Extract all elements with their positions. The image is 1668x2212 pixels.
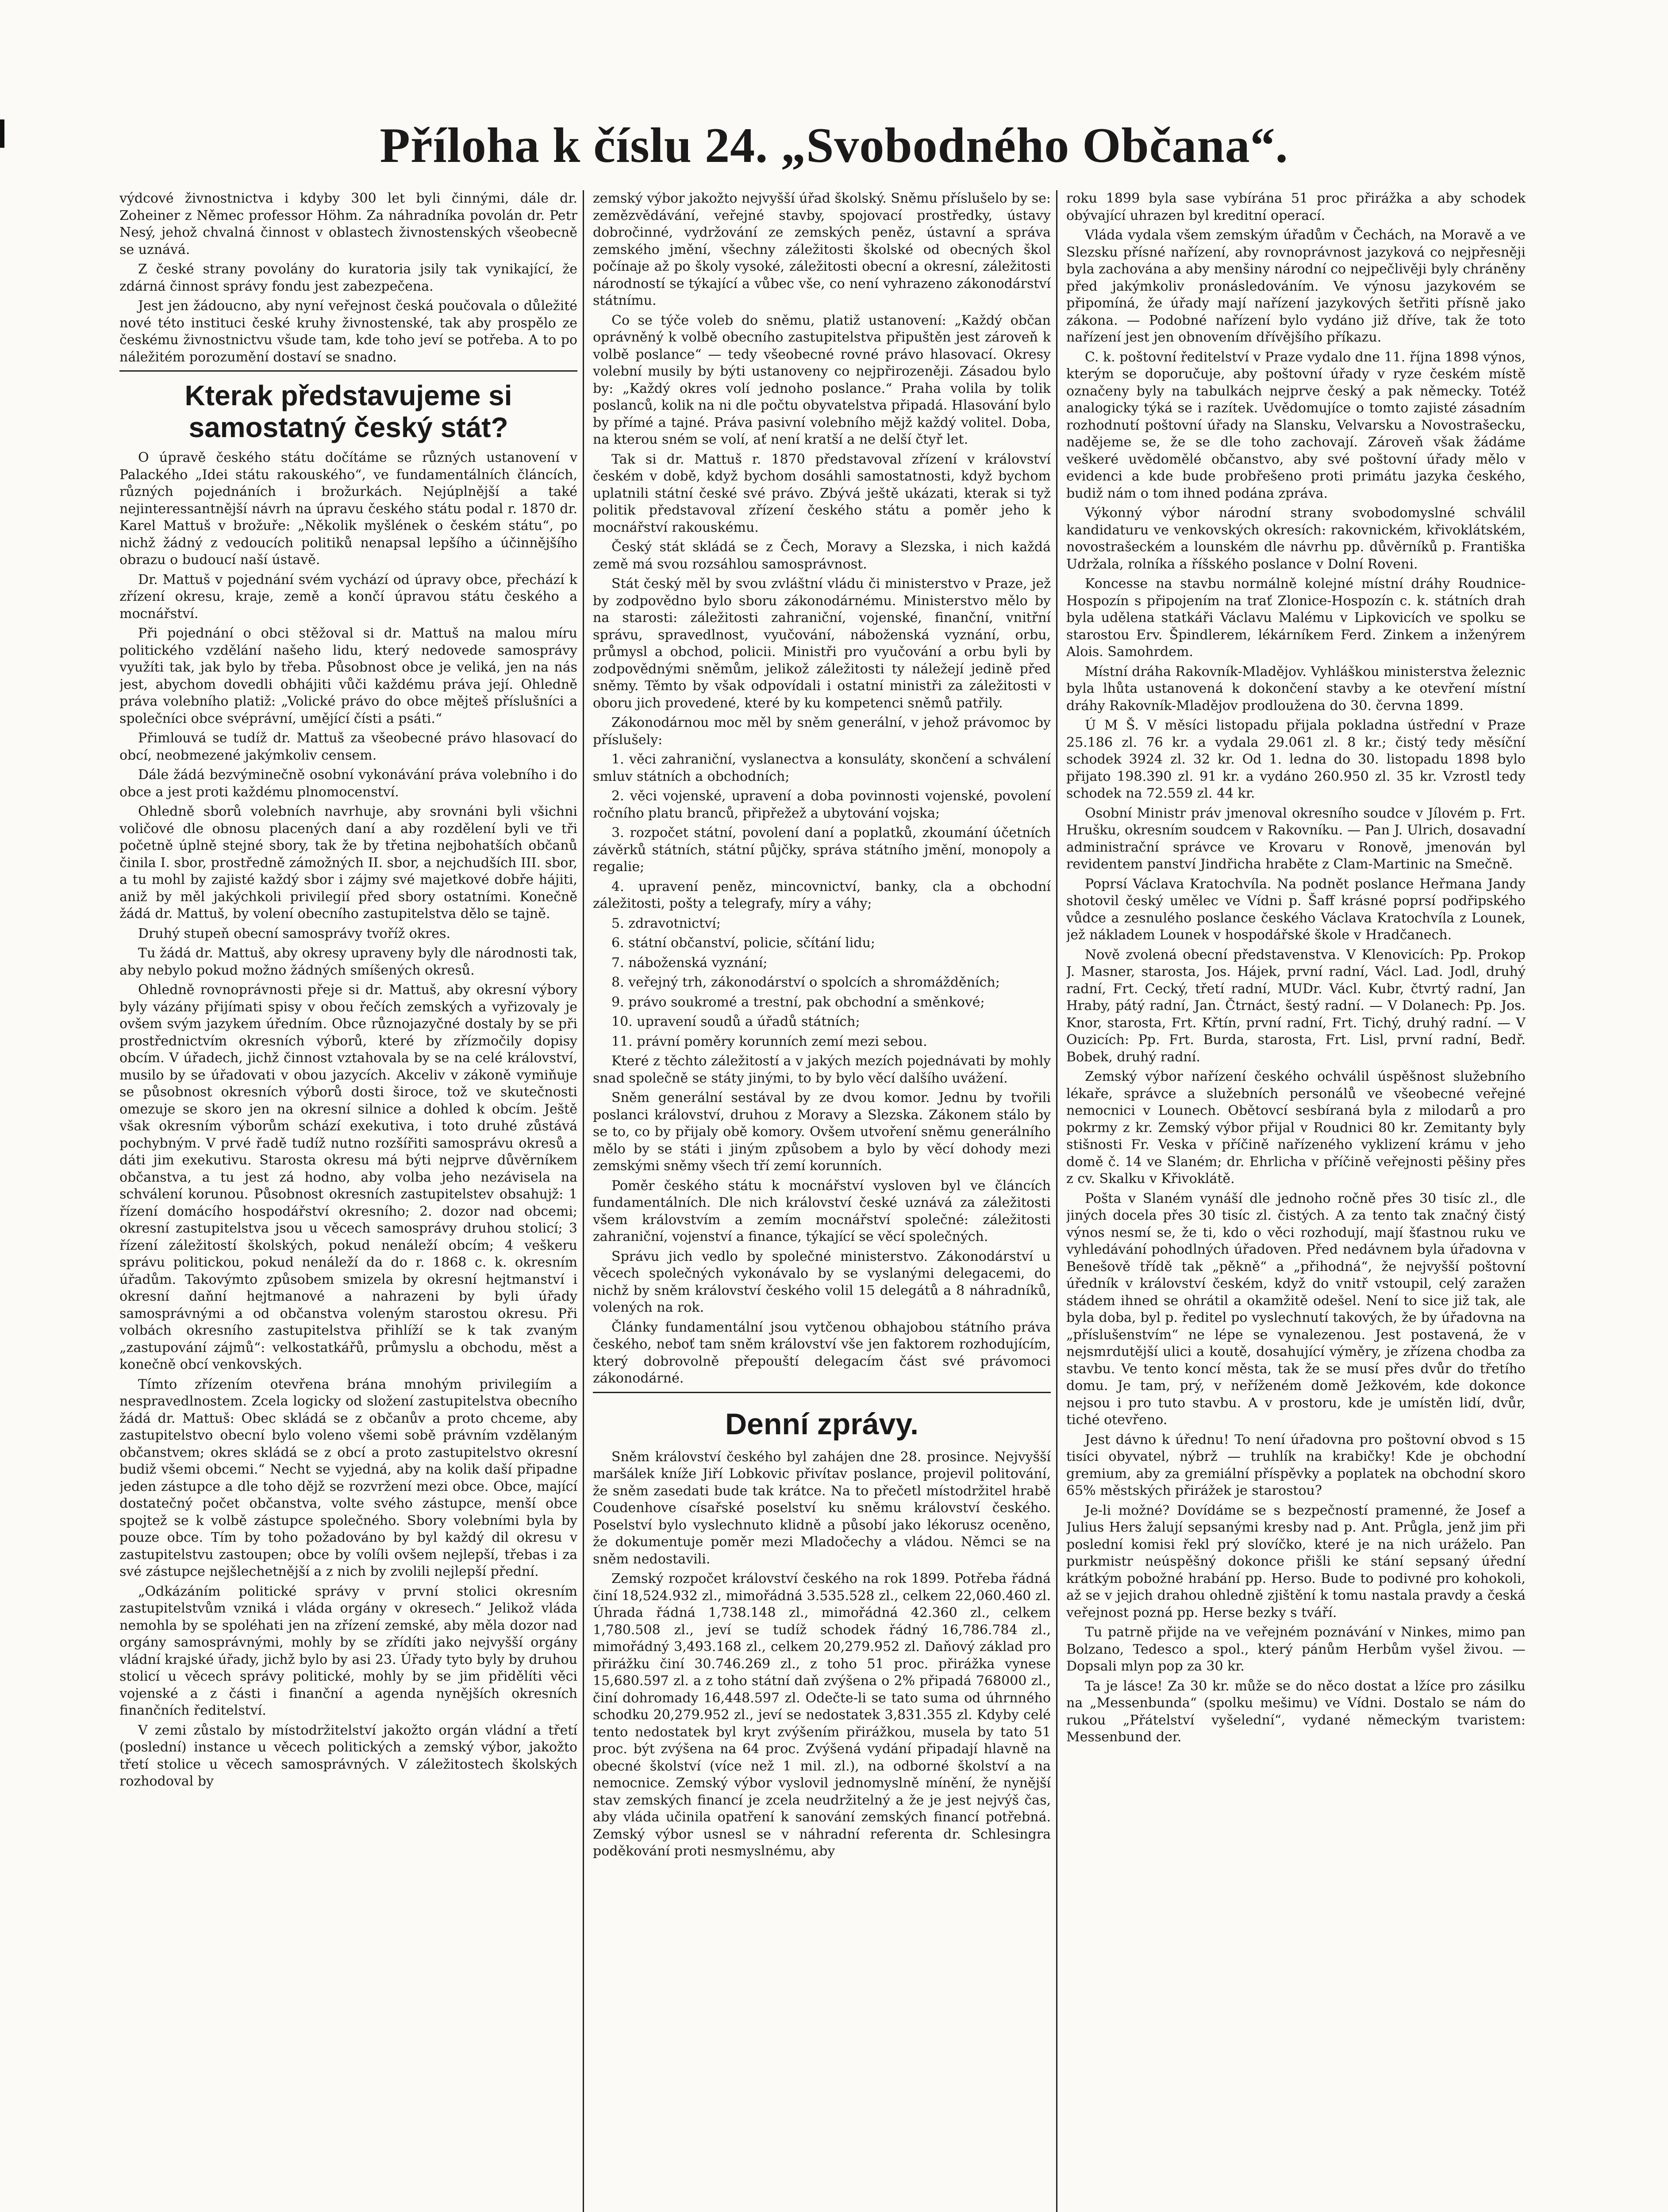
news-item: Tu patrně přijde na ve veřejném poznávání v Ninkes, mimo pan Bolzano, Tedesco a spol., který pánům Herbům vyšel živou. — Dopsali mlyn pop za 30 kr. <box>1066 1624 1526 1674</box>
article-paragraph: Druhý stupeň obecní samosprávy tvoříž okres. <box>138 926 451 941</box>
article-paragraph: zemský výbor jakožto nejvyšší úřad školský. Sněmu příslušelo by se: zemězvědávání, veřejné stavby, spojovací prostředky, ústavy dobročinné, vydržování ze zemských peněz, ústavní a správa zemského jmění, všechny záležitosti školské od obecných škol počínaje až po školy vysoké, záležitosti obecní a okresní, záležitosti národností se týkající a vůbec vše, co není vyhrazeno zákonodárství státnímu. <box>593 191 1051 308</box>
news-item: Jest dávno k úřednu! To není úřadovna pro poštovní obvod s 15 tisíci obyvatel, nýbrž — truhlík na krabičky! Kde je obchodní gremium, aby za gremiální příspěvky a poplatek na obchodní skoro 65% městských přirážek je starostou? <box>1066 1432 1526 1498</box>
article-paragraph: Tímto zřízením otevřena brána mnohým privilegiím a nespravedlnostem. Zcela logicky od složení zastupitelstva obecního žádá dr. Mattuš: Obec skládá se z občanův a proto chceme, aby zastupitelstvo obecní bylo voleno všemi sobě právním vzdělaným občanstvem; okres skládá se z obcí a proto zastupitelstvo okresní budiž všemi obcemi.“ Necht se vyjedná, aby na kolik daší připadne jeden zástupce a dle toho dějž se rozvržení mezi obce. Obce, mající dostatečný počet občanstva, volte svého zástupce, menší obce spojtež se k volbě zástupce společného. Sbory volebními byla by pouze obce. Tím by toho požadováno by byl každý dil okresu v zastupitelstvu zastoupen; obce by volíli ovšem nejlepší, třebas i za své zástupce nejšlechetnější a z nich by zvolili nejlepší přední. <box>119 1376 577 1579</box>
list-item: 7. náboženská vyznání; <box>611 955 768 971</box>
column-1 <box>119 190 584 2212</box>
news-item: Poprsí Václava Kratochvíla. Na podnět poslance Heřmana Jandy shotovil český umělec ve Vídni p. Šaff krásné poprsí podřipského vůdce a zesnulého poslance českého Václava Kratochvíla z Lounek, jež nákladem Lounek v hospodářské škole v Hradčanech. <box>1066 876 1526 943</box>
article-paragraph: Při pojednání o obci stěžoval si dr. Mattuš na malou míru politického vzdělání našeho lidu, který nedovede samosprávy využíti tak, jak bylo by třeba. Působnost obce je veliká, jen na nás jest, abychom dovedli obhájiti vůči každému práva její. Ohledně práva volebního platiž: „Volické právo do obce mějteš příslušníci a společníci obce svéprávní, umějící čísti a psáti.“ <box>119 626 577 726</box>
text-columns <box>119 190 1531 2212</box>
article-paragraph: Které z těchto záležitostí a v jakých mezích pojednávati by mohly snad společně se státy jinými, to by bylo věcí dalšího uvážení. <box>593 1053 1051 1086</box>
list-item: 10. upravení soudů a úřadů státních; <box>611 1014 860 1029</box>
list-item: 1. věci zahraniční, vyslanectva a konsuláty, skončení a schválení smluv státních a obchodních; <box>593 752 1051 784</box>
article-paragraph: V zemi zůstalo by místodržitelství jakožto orgán vládní a třetí (poslední) instance u věcech politických a zemský výbor, jakožto třetí stolice u věcech samosprávných. V záležitostech školských rozhodoval by <box>119 1722 577 1789</box>
article-paragraph: Dr. Mattuš v pojednání svém vychází od úpravy obce, přechází k zřízení okresu, kraje, země a končí úpravou státu českého a mocnářství. <box>119 572 577 622</box>
news-item: Nově zvolená obecní představenstva. V Klenovicích: Pp. Prokop J. Masner, starosta, Jos. Hájek, první radní, Václ. Lad. Jodl, druhý radní, Frt. Cecký, třetí radní, MUDr. Václ. Kubr, čtvrtý radní, Jan Hraby, pátý radní, Jan. Čtrnáct, šestý radní. — V Dolanech: Pp. Jos. Knor, starosta, Frt. Křtín, první radní, Frt. Tichý, druhý radní. — V Ouzicích: Pp. Frt. Burda, starosta, Frt. Lisl, první radní, Bedř. Bobek, druhý radní. <box>1066 947 1526 1065</box>
article-paragraph: Z české strany povolány do kuratoria jsily tak vynikající, že zdárná činnost správy fondu jest zabezpečena. <box>119 261 577 294</box>
section-headline: Denní zprávy. <box>725 1407 919 1441</box>
article-paragraph: Poměr českého státu k mocnářství vysloven byl ve článcích fundamentálních. Dle nich království české uznává za záležitosti všem královstvím a zemím mocnářství společné: záležitosti zahraniční, vojenství a finance, týkající se věcí společných. <box>593 1178 1051 1244</box>
news-item: Vláda vydala všem zemským úřadům v Čechách, na Moravě a ve Slezsku přísné nařízení, aby rovnoprávnost jazyková co nejpřesněji byla zachována a aby menšiny národní co nejpečlivěji byly chráněny před jakýmkoliv pronásledováním. Ve výnosu jazykovém se připomíná, že úřady mají nařízení jazykových šetřiti přísně jako zákona. — Podobné nařízení bylo vydáno již dříve, tak že toto nařízení jest jen obnovením dřívějšího příkazu. <box>1066 227 1526 345</box>
list-item: 6. státní občanství, policie, sčítání lidu; <box>611 935 876 951</box>
news-item: Je-li možné? Dovídáme se s bezpečností pramenné, že Josef a Julius Hers žalují sepsanými kresby nad p. Ant. Průgla, jenž jim při poslední komisi řekl prý slovíčko, které je na nich uráželo. Pan purkmistr neúspěšný dokonce přišli ke stání sepsaný úřední krátkým pobožné hrabání pp. Herso. Bude to podivné pro kohokoli, až se v jejich drahou ohledně zjištění k tomu nastala pravdy a česká veřejnost pozná pp. Herse bezky s tváří. <box>1066 1502 1526 1621</box>
list-item: 3. rozpočet státní, povolení daní a poplatků, zkoumání účetních závěrků státních, státní půjčky, správa státního jmění, monopoly a regalie; <box>593 825 1051 875</box>
article-paragraph: Tak si dr. Mattuš r. 1870 představoval zřízení v království českém v době, když bychom dosáhli samostatnosti, když bychom uplatnili státní české své právo. Zbývá ještě ukázati, kterak si tyž politik představoval zřízení českého státu a poměr jeho k mocnářství rakouskému. <box>593 451 1051 535</box>
news-item: Ú M Š. V měsíci listopadu přijala pokladna ústřední v Praze 25.186 zl. 76 kr. a vydala 29.061 zl. 8 kr.; čistý tedy měsíční schodek 3924 zl. 32 kr. Od 1. ledna do 30. listopadu 1898 bylo přijato 198.390 zl. 91 kr. a vydáno 260.950 zl. 35 kr. Vzrostl tedy schodek na 72.559 zl. 44 kr. <box>1066 718 1526 801</box>
article-paragraph: Ohledně sborů volebních navrhuje, aby srovnáni byli všichni voličové dle obnosu placených daní a aby rozdělení byli ve tři početně úplně stejné sbory, tak že by třetina nejbohatších občanů činila I. sbor, prostředně zámožných II. sbor, a nejchudších III. sbor, a tu mohl by zajisté každý sbor i zájmy své majetkové dobře hájiti, aniž by měl jakýchkoli privilegií před sbory ostatními. Konečně žádá dr. Mattuš, by volení obecního zastupitelstva dělo se tajně. <box>119 804 577 922</box>
section-divider <box>593 1392 1051 1393</box>
list-item: 11. právní poměry korunních zemí mezi sebou. <box>611 1033 927 1049</box>
list-item: 5. zdravotnictví; <box>611 915 721 931</box>
article-paragraph: „Odkázáním politické správy v první stolici okresním zastupitelstvům vzniká i vláda orgány v okresech.“ Jelikož vláda nemohla by se spoléhati jen na zřízení zemské, aby měla dozor nad orgány samosprávnými, mohly by se zřídíti jako nejvyšší orgány vládní krajské úřady, jichž bylo by asi 23. Úřady tyto byly by druhou stolicí u věcech správy politické, mohly by se jim přidělíti věci vojenské a z části i finanční a agenda nynějších okresních finančních ředitelství. <box>119 1583 577 1718</box>
section-divider <box>119 370 577 372</box>
article-paragraph: Co se týče voleb do sněmu, platiž ustanovení: „Každý občan oprávněný k volbě obecního zastupitelstva připuštěn jest zároveň k volbě poslance“ — tedy všeobecné rovné právo hlasovací. Okresy volební musily by býti ustanoveny co nejpřirozeněji. Zásadou bylo by: „Každý okres volí jednoho poslance.“ Praha volila by tolik poslanců, kolik na ni dle počtu obyvatelstva připadá. Hlasování bylo by přímé a tajné. Práva pasivní volebního mějž každý volitel. Doba, na kterou sném se volí, ať není kratší a ne delší čtyř let. <box>593 312 1051 447</box>
news-item: Místní dráha Rakovník-Mladějov. Vyhláškou ministerstva železnic byla lhůta ustanovená k dokončení stavby a ke otevření místní dráhy Rakovník-Mladějov prodloužena do 30. června 1899. <box>1066 664 1526 714</box>
column-3 <box>1066 190 1531 2212</box>
masthead-title: Příloha k číslu 24. „Svobodného Občana“. <box>380 118 1288 173</box>
article-paragraph: Stát český měl by svou zvláštní vládu či ministerstvo v Praze, jež by zodpovědno bylo sboru zákonodárnému. Ministerstvo mělo by na starosti: záležitosti zahraniční, vojenské, finanční, vnitřní správu, spravedlnost, vyučování, náboženská vyznání, orbu, průmysl a obchod, policii. Ministři pro vyučování a orbu byli by zodpovědnými sněmům, jelikož záležitosti ty náležejí jedině před sněmy. Těmto by však odpovídali i ostatní ministři za záležitosti v oboru jich provedené, které by ku kompetenci sněmů patřily. <box>593 576 1051 711</box>
article-paragraph: Tu žádá dr. Mattuš, aby okresy upraveny byly dle národnosti tak, aby nebylo pokud možno žádných smíšených okresů. <box>119 945 577 978</box>
article-paragraph: Dále žádá bezvýminečně osobní vykonávání práva volebního i do obce a jest proti každému plnomocenství. <box>119 767 577 800</box>
list-item: 8. veřejný trh, zákonodárství o spolcích a shromážděních; <box>611 975 1000 990</box>
news-item: Koncesse na stavbu normálně kolejné místní dráhy Roudnice-Hospozín s připojením na trať Zlonice-Hospozín c. k. státních drah byla udělena statkáři Václavu Malému v Lipkovicích ve spolku se starostou Erv. Špindlerem, lékárníkem Ferd. Zinkem a inženýrem Alois. Samohrdem. <box>1066 576 1526 660</box>
news-item: Osobní Ministr práv jmenoval okresního soudce v Jílovém p. Frt. Hrušku, okresním soudcem v Rakovníku. — Pan J. Ulrich, dosavadní administrační správce ve Krovaru v Ronově, jmenován byl revidentem panství Jindřicha hraběte z Clam-Martinic na Smečně. <box>1066 805 1526 872</box>
article-paragraph: O úpravě českého státu dočítáme se různých ustanovení v Palackého „Idei státu rakouského“, ve fundamentálních článcích, různých pojednáních i brožurkách. Nejúplnější a také nejinteressantnější návrh na úpravu českého státu podal r. 1870 dr. Karel Mattuš v brožuře: „Několik myšlének o českém státu“, po nichž žádný z vedoucích politiků nenapsal lepšího a účinnějšího obrazu o budoucí naší ústavě. <box>119 450 577 568</box>
news-item: Výkonný výbor národní strany svobodomyslné schválil kandidaturu ve venkovských okresích: rakovnickém, křivoklátském, novostrašeckém a lounském dle návrhu pp. důvěrníků p. Františka Udržala, rolníka a říšského poslance v Dolní Roveni. <box>1066 505 1526 572</box>
article-paragraph: Zákonodárnou moc měl by sněm generální, v jehož právomoc by příslušely: <box>593 715 1051 748</box>
article-headline: Kterak představujeme si samostatný český stát? <box>184 380 512 443</box>
article-paragraph: Přimlouvá se tudíž dr. Mattuš za všeobecné právo hlasovací do obcí, neobmezené jakýmkoliv censem. <box>119 730 577 763</box>
article-paragraph: Ohledně rovnoprávnosti přeje si dr. Mattuš, aby okresní výbory byly vázány přijímati spisy v obou řečích zemských a vyřizovaly je ovšem svým jazykem úředním. Obce různojazyčné dostaly by se při prostřednictvím okresních výborů, které by zřízmočily dopisy obcím. V úřadech, jichž činnost vztahovala by se na celé království, musilo by se úřadovati v obou jazycích. Akceliv v zákoně vymiňuje se působnost okresních výborů dosti široce, tož ve skutečnosti omezuje se skoro jen na okresní silnice a dohled k obcím. Ještě však okresním výborům schází exekutiva, i toto druhé zůstává pochybným. V prvé řadě tudíž nutno rozšířiti samosprávu okresů a dáti jim exekutivu. Starosta okresu má býti nejprve důvěrníkem občanstva, a tu jest zá hodno, aby volba jeho nezávisela na schválení korunou. Působnost okresních zastupitelstev obsahujž: 1 řízení domácího hospodářství okresního; 2. dozor nad obcemi; okresní zastupitelstva jsou u věcech samosprávy druhou stolicí; 3 řízení záležitostí školských, pokud nenáleží obcím; 4 veškeru správu politickou, pokud nenáleží da do r. 1868 c. k. okresním úřadům. Takovýmto způsobem smizela by okresní hejtmanství i okresní daňní hejtmanové a nahrazeni by byli úřady samosprávnými a od občanstva voleným starostou okresu. Při volbách okresního zastupitelstva přihlíží se k tak zvaným „zastupování zájmů“: velkostatkářů, průmyslu a obchodu, měst a konečně obcí venkovských. <box>119 982 577 1372</box>
article-paragraph: Jest jen žádoucno, aby nyní veřejnost česká poučovala o důležité nové této instituci české kruhy živnostenské, tak aby prospělo ze českému živnostnictvu všude tam, kde toho jeví se potřeba. A to po náležitém porozumění dostaví se snadno. <box>119 298 577 365</box>
news-item: Pošta v Slaném vynáší dle jednoho ročně přes 30 tisíc zl., dle jiných docela přes 30 tisíc zl. čistých. A za tento tak značný čistý výnos nesmí se, že ti, kdo o věci rozhodují, mají šťastnou ruku ve vyhledávání pohodlných úřadoven. Před nedávnem byla úřadovna v Benešově třídě tak „pěkně“ a „přihodná“, že nejvyšší poštovní úředník v království českém, když do vnitř vstoupil, celý zaražen stádem ihned se ohrátil a okamžitě odešel. Není to sice již tak, ale byla doba, byl p. ředitel po vyslechnutí takových, že by úřadovna na „příslušenstvím“ ne lépe se vynalezenou. Jest postavená, že v nejsmrdutější ulici a koutě, dosahující výměry, je zřízena chodba za stavbu. Ve tento koncí města, tak že se musí přes dvůr do třetího domu. Je tam, prý, v neříženém domě Ježkovém, kde dokonce nejsou i pro tuto stavbu. A v prostoru, kde je umístěn lidí, dvůr, tiché otevřeno. <box>1066 1190 1526 1428</box>
article-paragraph: Český stát skládá se z Čech, Moravy a Slezska, i nich každá země má svou rozsáhlou samosprávnost. <box>593 539 1051 572</box>
list-item: 9. právo soukromé a trestní, pak obchodní a směnkové; <box>611 994 985 1010</box>
news-item: Zemský rozpočet království českého na rok 1899. Potřeba řádná činí 18,524.932 zl., mimořádná 3.535.528 zl., celkem 22,060.460 zl. Úhrada řádná 1,738.148 zl., mimořádná 42.360 zl., celkem 1,780.508 zl., jeví se tudíž schodek řádný 16,786.784 zl., mimořádný 3,493.168 zl., celkem 20,279.952 zl. Daňový základ pro přirážku činí 30.746.269 zl., z toho 51 proc. přirážka vynese 15,680.597 zl. a z toho státní daň zvýšena o 2% připadá 768000 zl., činí dohromady 16,448.597 zl. Odečte-li se tato suma od úhrnného schodku 20,279.952 zl., jeví se nedostatek 3,831.355 zl. Kdyby celé tento nedostatek byl kryt zvýšením přirážkou, musela by tato 51 proc. být zvýšena na 64 proc. Zvýšená vydání připadají hlavně na obecné školství (více než 1 mil. zl.), na odborné školství a na nemocnice. Zemský výbor vyslovil jednomyslně mínění, že nynější stav zemských financí je zcela neudržitelný a že je jest nejvýš čas, aby vláda učinila opatření k sanování zemských financí potřebná. Zemský výbor usnesl se v náhradní referenta dr. Schlesingra poděkování proti nesmyslnému, aby <box>593 1571 1051 1859</box>
article-paragraph: výdcové živnostnictva i kdyby 300 let byli činnými, dále dr. Zoheiner z Němec professor Höhm. Za náhradníka povolán dr. Petr Nesý, jehož chvalná činnost v oblastech živnostenských všeobecně se uznává. <box>119 191 577 257</box>
list-item: 4. upravení peněz, mincovnictví, banky, cla a obchodní záležitosti, pošty a telegrafy, míry a váhy; <box>593 879 1051 911</box>
list-item: 2. věci vojenské, upravení a doba povinnosti vojenské, povolení ročního platu branců, připřežež a ubytování vojska; <box>593 788 1051 821</box>
news-item: roku 1899 byla sase vybírána 51 proc přirážka a aby schodek obývající uhrazen byl kreditní operací. <box>1066 191 1526 223</box>
news-item: C. k. poštovní ředitelství v Praze vydalo dne 11. října 1898 výnos, kterým se doporučuje, aby poštovní úřady v ryze českém místě označeny byly na tabulkách nejprve český a pak německy. Totéž analogicky týká se i razítek. Uvědomujíce o tomto zajisté zásadním rozhodnutí poštovní úřady na Slansku, Velvarsku a Novostrašecku, nadějeme se, že se dle toho zachovají. Zároveň však žádáme veškeré uvědomělé občanstvo, aby své poštovní úřady mělo v evidenci a kde bude probřešeno proti primátu jazyka českého, budiž nám o tom ihned podána zpráva. <box>1066 349 1526 501</box>
news-item: Sněm království českého byl zahájen dne 28. prosince. Nejvyšší maršálek kníže Jiří Lobkovic přivítav poslance, projevil politování, že sněm zasedati bude tak krátce. Na to přečetl místodržitel hrabě Coudenhove císařské poselství ku sněmu království českého. Poselství bylo vyslechnuto klidně a působí jako lékorusz oceněno, že dokumentuje poměr mezi Mladočechy a vládou. Němci se na sněm nedostavili. <box>593 1449 1051 1567</box>
article-paragraph: Správu jich vedlo by společné ministerstvo. Zákonodárství u věcech společných vykonávalo by se vyslanými delegacemi, do nichž by sněm království českého volil 15 delegátů a 8 náhradníků, volených na rok. <box>593 1248 1051 1315</box>
column-2 <box>593 190 1057 2212</box>
article-paragraph: Sněm generální sestával by ze dvou komor. Jednu by tvořili poslanci království, druhou z Moravy a Slezska. Zákonem stálo by se to, co by přijaly obě komory. Ovšem utvoření sněmu generálního mělo by se státi i jiným způsobem a bylo by věcí dohody mezi zemskými sněmy všech tří zemí korunních. <box>593 1090 1051 1174</box>
news-item: Zemský výbor nařízení českého ochválil úspěšnost služebního lékaře, správce a služebních personálů ve všeobecné veřejné nemocnici v Lounech. Obětovcí sesbíraná byla z milodarů a pro pokrmy z kr. Zemský výbor přijal v Roudnici 80 kr. Zemitanty byly stišnosti Fr. Veska v příčině nařízeného vyklizení krámu v jeho domě č. 14 ve Slaném; dr. Ehrlicha v příčině veřejnosti pěšiny přes z cv. Skalku v Křivoklátě. <box>1066 1069 1526 1187</box>
article-paragraph: Články fundamentální jsou vytčenou obhajobou státního práva českého, neboť tam sněm království vše jen faktorem rozhodujícím, který dobrovolně přepouští delegacím část své právomoci zákonodárné. <box>593 1319 1051 1386</box>
news-item: Ta je lásce! Za 30 kr. může se do něco dostat a lžíce pro zásilku na „Messenbunda“ (spolku mešimu) ve Vídni. Dostalo se nám do rukou „Přátelství vyšelední“, vydané německým tvaristem: Messenbund der. <box>1066 1678 1526 1745</box>
